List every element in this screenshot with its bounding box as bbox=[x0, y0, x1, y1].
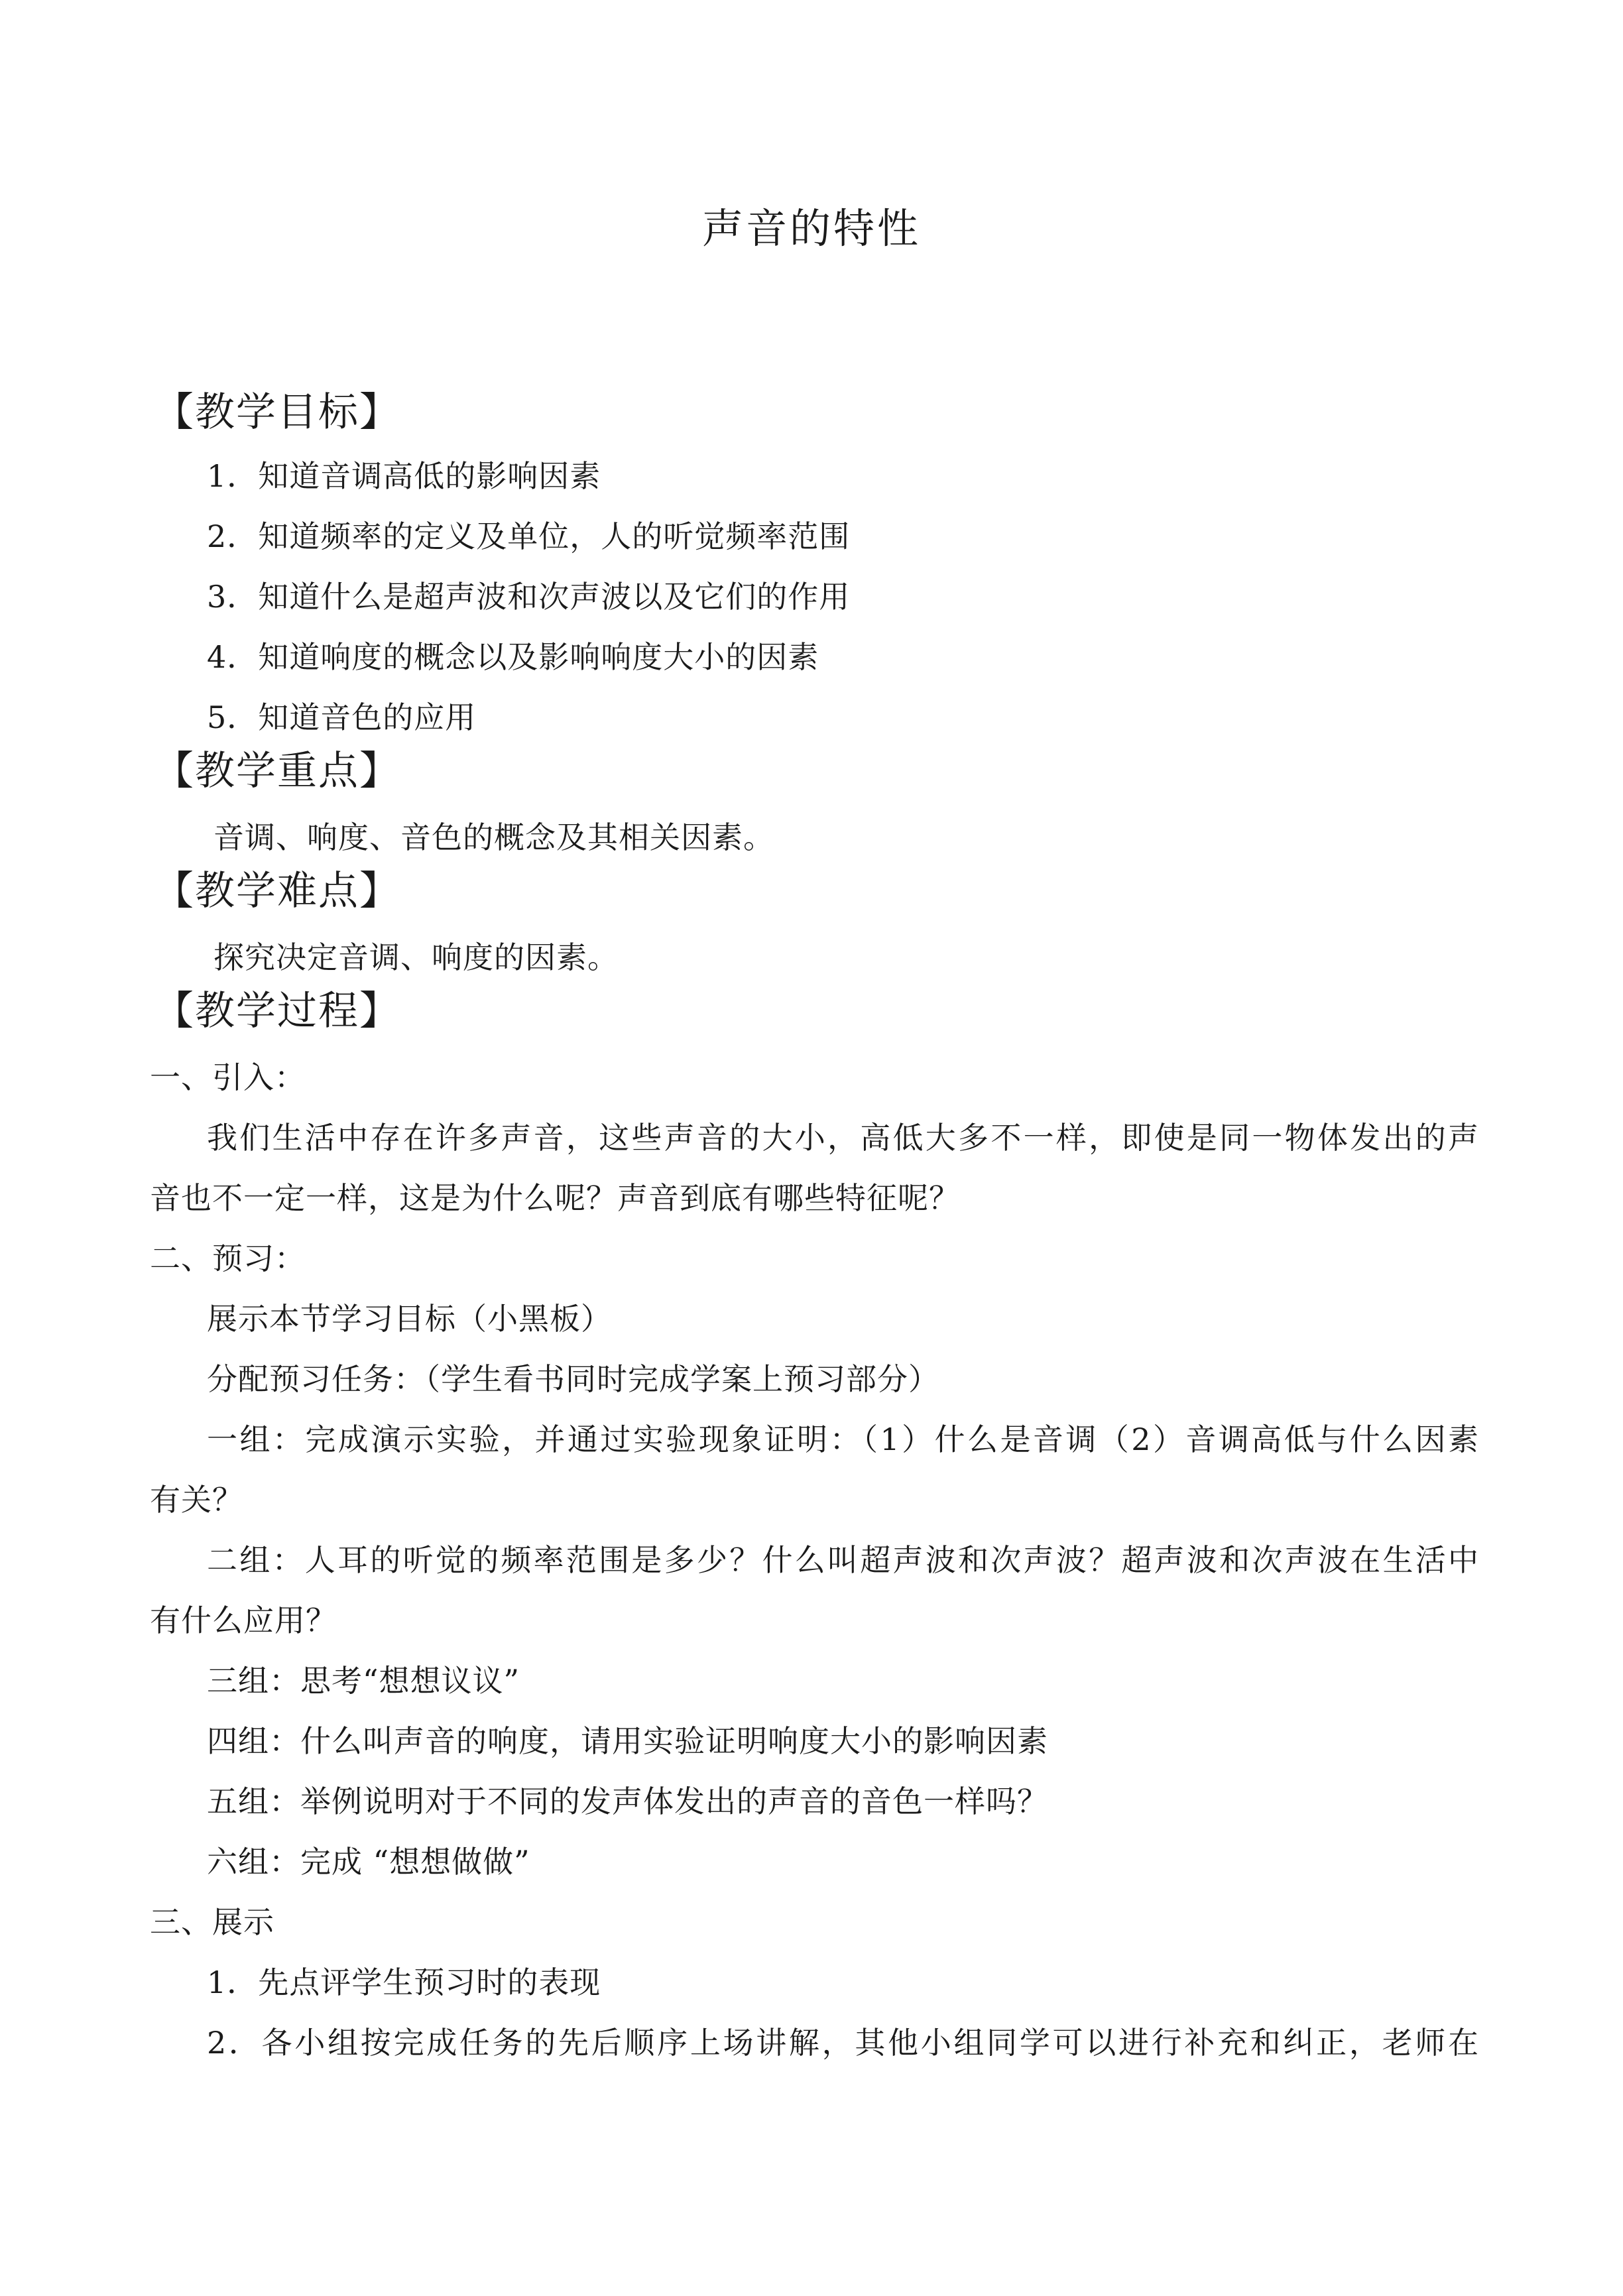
display-item: 2．各小组按完成任务的先后顺序上场讲解，其他小组同学可以进行补充和纠正，老师在 bbox=[207, 2025, 1480, 2061]
goal-item: 5．知道音色的应用 bbox=[207, 699, 477, 735]
preview-label: 二、预习： bbox=[150, 1240, 306, 1276]
group3: 三组：思考“想想议议” bbox=[207, 1663, 520, 1699]
goal-item: 2．知道频率的定义及单位，人的听觉频率范围 bbox=[207, 518, 851, 554]
section-heading-keypoints: 【教学重点】 bbox=[154, 748, 400, 794]
difficulties-text: 探究决定音调、响度的因素。 bbox=[213, 939, 619, 975]
intro-paragraph-line: 音也不一定一样，这是为什么呢？声音到底有哪些特征呢？ bbox=[150, 1180, 960, 1216]
group2-line: 有什么应用？ bbox=[150, 1602, 337, 1638]
display-item: 1．先点评学生预习时的表现 bbox=[207, 1964, 601, 2000]
group4: 四组：什么叫声音的响度，请用实验证明响度大小的影响因素 bbox=[207, 1723, 1048, 1759]
keypoints-text: 音调、响度、音色的概念及其相关因素。 bbox=[213, 819, 774, 855]
section-heading-goals: 【教学目标】 bbox=[154, 389, 400, 436]
goal-item: 3．知道什么是超声波和次声波以及它们的作用 bbox=[207, 579, 851, 615]
intro-paragraph-line: 我们生活中存在许多声音，这些声音的大小，高低大多不一样，即使是同一物体发出的声 bbox=[207, 1120, 1480, 1156]
display-label: 三、展示 bbox=[150, 1904, 274, 1940]
page-title: 声音的特性 bbox=[701, 204, 921, 253]
goal-item: 1．知道音调高低的影响因素 bbox=[207, 458, 601, 494]
goal-item: 4．知道响度的概念以及影响响度大小的因素 bbox=[207, 639, 819, 675]
preview-show: 展示本节学习目标（小黑板） bbox=[207, 1301, 612, 1337]
group6: 六组：完成 “想想做做” bbox=[207, 1844, 530, 1880]
group2-line: 二组：人耳的听觉的频率范围是多少？什么叫超声波和次声波？超声波和次声波在生活中 bbox=[207, 1542, 1480, 1578]
preview-assign: 分配预习任务：（学生看书同时完成学案上预习部分） bbox=[207, 1361, 939, 1397]
section-heading-process: 【教学过程】 bbox=[154, 988, 400, 1034]
group1-line: 一组：完成演示实验，并通过实验现象证明：（1）什么是音调（2）音调高低与什么因素 bbox=[207, 1421, 1480, 1457]
intro-label: 一、引入： bbox=[150, 1059, 306, 1095]
group5: 五组：举例说明对于不同的发声体发出的声音的音色一样吗？ bbox=[207, 1783, 1048, 1819]
section-heading-difficulties: 【教学难点】 bbox=[154, 868, 400, 914]
group1-line: 有关？ bbox=[150, 1482, 243, 1518]
